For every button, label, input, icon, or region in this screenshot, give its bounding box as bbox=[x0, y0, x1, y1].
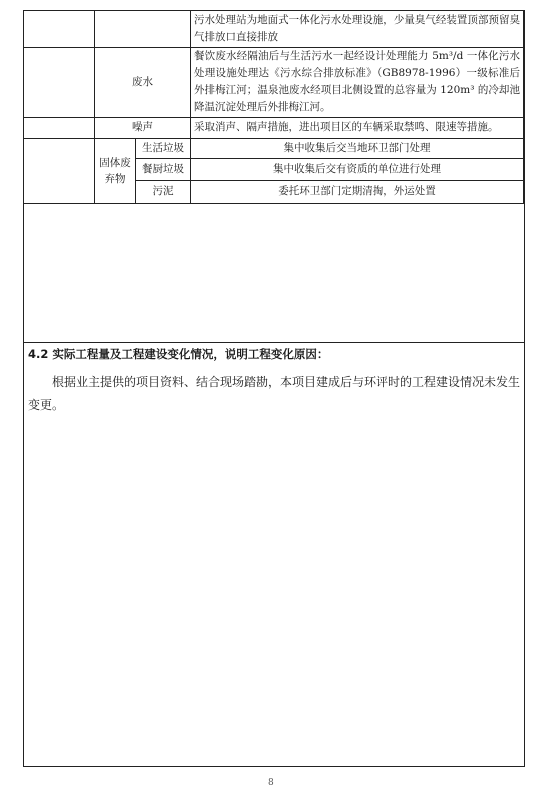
solid-waste-label: 固体废弃物 bbox=[95, 138, 136, 203]
waste-name-cell: 污泥 bbox=[136, 180, 191, 203]
section-title: 4.2 实际工程量及工程建设变化情况，说明工程变化原因： bbox=[28, 347, 329, 361]
empty-cell bbox=[24, 117, 95, 138]
pollution-measures-table bbox=[24, 11, 524, 204]
waste-measure-cell: 集中收集后交有资质的单位进行处理 bbox=[191, 158, 524, 180]
waste-name-cell: 餐厨垃圾 bbox=[136, 158, 191, 180]
section-body: 根据业主提供的项目资料、结合现场踏勘，本项目建成后与环评时的工程建设情况未发生变更。 bbox=[28, 375, 521, 412]
wastewater-desc-cell: 餐饮废水经隔油后与生活污水一起经设计处理能力 5m³/d 一体化污水处理设施处理达《污水综合排放标准》（GB8978-1996）一级标准后外排梅江河；温泉池废水经项目北侧设置的总容量为 120m³ 的冷却池降温沉淀处理后外排梅江河。 bbox=[191, 47, 524, 117]
waste-name-cell: 生活垃圾 bbox=[136, 138, 191, 158]
waste-measure-cell: 集中收集后交当地环卫部门处理 bbox=[191, 138, 524, 158]
table-row bbox=[24, 11, 524, 47]
table-row bbox=[24, 117, 524, 138]
section-divider bbox=[24, 342, 524, 343]
empty-cell bbox=[24, 138, 95, 203]
document-frame bbox=[23, 10, 525, 767]
empty-cell bbox=[24, 47, 95, 117]
waste-measure-cell: 委托环卫部门定期清掏，外运处置 bbox=[191, 180, 524, 203]
page-number: 8 bbox=[268, 778, 274, 788]
table-row bbox=[24, 138, 524, 158]
empty-cell bbox=[95, 11, 191, 47]
wastewater-label: 废水 bbox=[95, 47, 191, 117]
noise-desc-cell: 采取消声、隔声措施，进出项目区的车辆采取禁鸣、限速等措施。 bbox=[191, 117, 524, 138]
noise-label: 噪声 bbox=[95, 117, 191, 138]
exhaust-desc-cell: 污水处理站为地面式一体化污水处理设施，少量臭气经装置顶部预留臭气排放口直接排放 bbox=[191, 11, 524, 47]
empty-cell bbox=[24, 11, 95, 47]
table-row bbox=[24, 47, 524, 117]
